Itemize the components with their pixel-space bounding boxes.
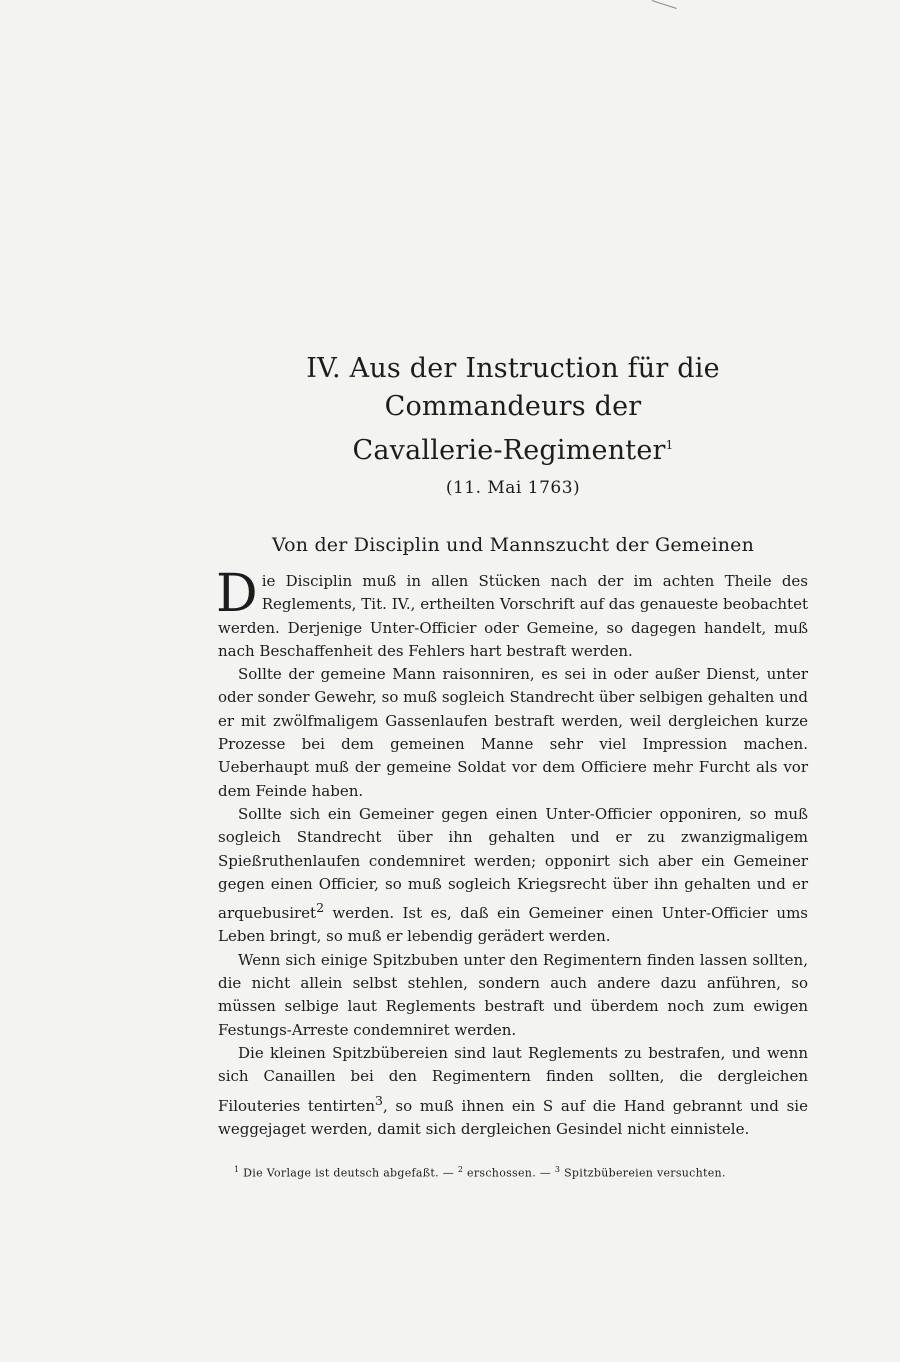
footnote-ref-3: 3 xyxy=(374,1092,383,1108)
paragraph-3-text-b: werden. Ist es, daß ein Gemeiner einen Unter-Officier ums Leben bringt, so muß er lebendig gerädert werden. xyxy=(218,904,808,946)
footnote-2-mark: 2 xyxy=(457,1165,464,1175)
title-number: IV. xyxy=(306,353,341,384)
paragraph-5-text-a: Die kleinen Spitzbübereien sind laut Reglements zu bestrafen, und wenn sich Canaillen bei den Regimentern finden sollten, die dergleichen Filouteries tentirten xyxy=(218,1043,808,1115)
body-text xyxy=(216,564,808,1141)
title-line-2 xyxy=(218,426,808,470)
paragraph-5 xyxy=(218,1042,808,1141)
section-heading: Von der Disciplin und Mannszucht der Gemeinen xyxy=(271,534,755,556)
paragraph-2: Sollte der gemeine Mann raisonniren, es sei in oder außer Dienst, unter oder sonder Gewehr, so muß sogleich Standrecht über selbigen gehalten und er mit zwölfmaligem Gassenlaufen bestraft werden, weil dergleichen kurze Prozesse bei dem gemeinen Manne sehr viel Impression machen. Ueberhaupt muß der gemeine Soldat vor dem Officiere mehr Furcht als vor dem Feinde haben. xyxy=(218,665,808,800)
document-page xyxy=(218,350,808,1180)
scan-edge-mark xyxy=(649,0,677,17)
paragraph-3 xyxy=(218,803,808,949)
footnote-3-mark: 3 xyxy=(554,1165,561,1175)
paragraph-3-text-a: Sollte sich ein Gemeiner gegen einen Unter-Officier opponiren, so muß sogleich Standrecht über ihn gehalten und er zu zwanzigmaligem Spießruthenlaufen condemniret werden; opponirt sich aber ein Gemeiner gegen einen Officier, so muß sogleich Kriegsrecht über ihn gehalten und er arquebusiret xyxy=(218,804,808,923)
title-line-1-text: Aus der Instruction für die Commandeurs der xyxy=(349,353,720,422)
paragraph-5-text-b: , so muß ihnen ein S auf die Hand gebrannt und sie weggejaget werden, damit sich dergleichen Gesindel nicht einnistele. xyxy=(218,1096,808,1138)
footnote-1: Die Vorlage ist deutsch abgefaßt. — xyxy=(239,1166,458,1180)
footnote-1-mark: 1 xyxy=(234,1165,240,1175)
title-line-1 xyxy=(218,350,808,426)
title-footnote-ref: 1 xyxy=(665,438,674,452)
footnote-2: erschossen. — xyxy=(463,1166,555,1180)
paragraph-4: Wenn sich einige Spitzbuben unter den Regimentern finden lassen sollten, die nicht allein selbst stehlen, sondern auch andere dazu anführen, so müssen selbige laut Reglements bestraft und überdem noch zum ewigen Festungs-Arreste condemniret werden. xyxy=(218,950,808,1039)
title-line-2-text: Cavallerie-Regimenter xyxy=(352,435,666,466)
footnote-ref-2: 2 xyxy=(316,900,325,916)
page-title xyxy=(218,350,808,470)
document-date: (11. Mai 1763) xyxy=(445,478,581,498)
drop-cap: D xyxy=(216,564,258,624)
footnotes xyxy=(234,1165,808,1180)
paragraph-1 xyxy=(216,564,808,663)
paragraph-1-text: ie Disciplin muß in allen Stücken nach der im achten Theile des Reglements, Tit. IV., ertheilten Vorschrift auf das genaueste beobachtet werden. Derjenige Unter-Officier oder Gemeine, so dagegen handelt, muß nach Beschaffenheit des Fehlers hart bestraft werden. xyxy=(218,572,808,660)
footnote-3: Spitzbübereien versuchten. xyxy=(560,1166,726,1180)
